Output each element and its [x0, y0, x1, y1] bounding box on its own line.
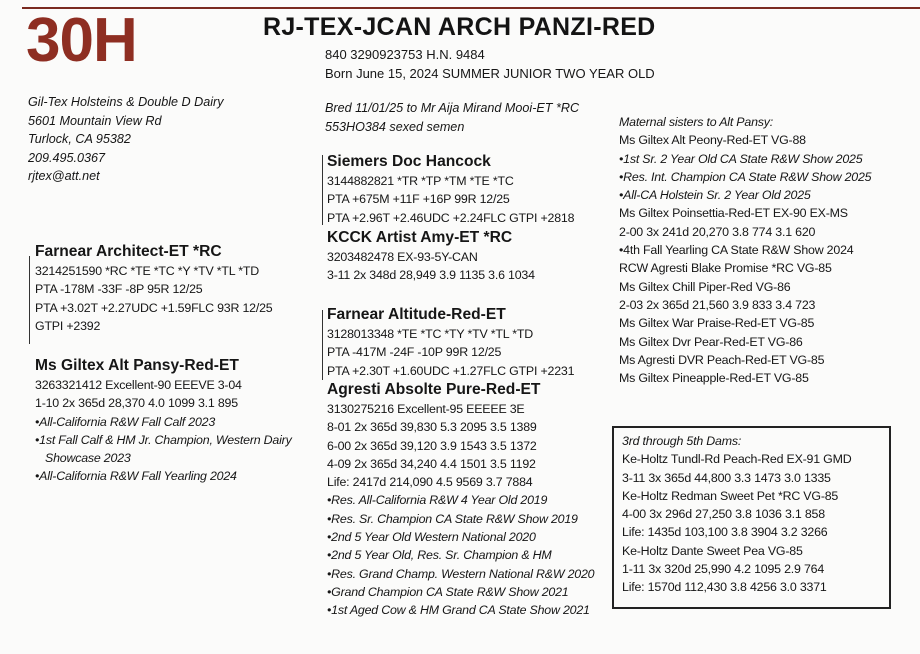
- maternal-line: Ms Giltex War Praise-Red-ET VG-85: [619, 316, 815, 331]
- dam-dam-line: 4-09 2x 365d 34,240 4.4 1501 3.5 1192: [327, 456, 536, 471]
- maternal-line: Ms Giltex Chill Piper-Red VG-86: [619, 279, 791, 294]
- maternal-line: Ms Agresti DVR Peach-Red-ET VG-85: [619, 352, 825, 367]
- sire-sire-block: [327, 152, 574, 227]
- maternal-line: •All-CA Holstein Sr. 2 Year Old 2025: [619, 188, 811, 203]
- dams-box-line: Life: 1435d 103,100 3.8 3904 3.2 3266: [622, 525, 828, 540]
- dam-sire-line: 3128013348 *TE *TC *TY *TV *TL *TD: [327, 327, 534, 341]
- breeding-block: [325, 99, 579, 136]
- lot-number: 30H: [26, 6, 137, 75]
- sire-line: GTPI +2392: [35, 318, 101, 333]
- dam-name: Ms Giltex Alt Pansy-Red-ET: [35, 357, 239, 374]
- semen-line: 553HO384 sexed semen: [325, 119, 465, 134]
- dam-dam-honor: •Res. Sr. Champion CA State R&W Show 2019: [327, 511, 578, 526]
- consignor-email[interactable]: rjtex@att.net: [28, 169, 100, 183]
- dams-box-line: 4-00 3x 296d 27,250 3.8 1036 3.1 858: [622, 507, 825, 522]
- dam-dam-honor: •2nd 5 Year Old Western National 2020: [327, 530, 536, 545]
- sire-name: Farnear Architect-ET *RC: [35, 243, 222, 260]
- maternal-sisters-block: [619, 113, 871, 387]
- dams-box-line: Ke-Holtz Tundl-Rd Peach-Red EX-91 GMD: [622, 452, 852, 467]
- dam-dam-line: 3130275216 Excellent-95 EEEEE 3E: [327, 402, 525, 416]
- dam-dam-honor: •Res. All-California R&W 4 Year Old 2019: [327, 493, 548, 508]
- maternal-line: RCW Agresti Blake Promise *RC VG-85: [619, 261, 832, 276]
- maternal-line: •Res. Int. Champion CA State R&W Show 2025: [619, 169, 872, 184]
- dam-sire-line: PTA +2.30T +1.60UDC +1.27FLC GTPI +2231: [327, 363, 575, 378]
- animal-name-title: RJ-TEX-JCAN ARCH PANZI-RED: [263, 13, 656, 41]
- sire-dam-block: [327, 228, 535, 285]
- dam-dam-line: 6-00 2x 365d 39,120 3.9 1543 3.5 1372: [327, 438, 537, 453]
- dams-box-heading: 3rd through 5th Dams:: [622, 434, 742, 448]
- dam-block: [35, 356, 292, 486]
- maternal-line: •1st Sr. 2 Year Old CA State R&W Show 2025: [619, 151, 863, 166]
- third-fifth-dams-box: [612, 426, 891, 609]
- sire-bracket: [29, 256, 30, 344]
- dam-line: 3263321412 Excellent-90 EEEVE 3-04: [35, 378, 242, 392]
- dam-dam-line: 8-01 2x 365d 39,830 5.3 2095 3.5 1389: [327, 420, 537, 435]
- sire-sire-line: PTA +2.96T +2.46UDC +2.24FLC GTPI +2818: [327, 210, 575, 225]
- consignor-address: 5601 Mountain View Rd: [28, 113, 162, 128]
- dam-honor: •All-California R&W Fall Calf 2023: [35, 414, 216, 429]
- sire-sire-line: 3144882821 *TR *TP *TM *TE *TC: [327, 174, 514, 188]
- dam-dam-honor: •2nd 5 Year Old, Res. Sr. Champion & HM: [327, 548, 552, 563]
- registration-line: 840 3290923753 H.N. 9484: [325, 47, 485, 62]
- dams-box-line: 3-11 3x 365d 44,800 3.3 1473 3.0 1335: [622, 470, 831, 485]
- dams-box-line: Ke-Holtz Dante Sweet Pea VG-85: [622, 543, 803, 558]
- maternal-line: Ms Giltex Pineapple-Red-ET VG-85: [619, 371, 809, 386]
- dams-box-line: Life: 1570d 112,430 3.8 4256 3.0 3371: [622, 580, 827, 595]
- sire-dam-name: KCCK Artist Amy-ET *RC: [327, 229, 513, 246]
- dam-honor: Showcase 2023: [45, 451, 131, 466]
- maternal-heading: Maternal sisters to Alt Pansy:: [619, 115, 773, 129]
- dam-dam-honor: •1st Aged Cow & HM Grand CA State Show 2021: [327, 603, 590, 618]
- dams-box-line: 1-11 3x 320d 25,990 4.2 1095 2.9 764: [622, 562, 825, 577]
- maternal-line: 2-03 2x 365d 21,560 3.9 833 3.4 723: [619, 297, 816, 312]
- maternal-line: 2-00 3x 241d 20,270 3.8 774 3.1 620: [619, 224, 816, 239]
- sire-sire-bracket: [322, 155, 323, 225]
- dam-dam-block: [327, 380, 594, 620]
- bred-to-line: Bred 11/01/25 to Mr Aija Mirand Mooi-ET *RC: [325, 101, 580, 115]
- sire-line: 3214251590 *RC *TE *TC *Y *TV *TL *TD: [35, 264, 259, 278]
- dam-line: 1-10 2x 365d 28,370 4.0 1099 3.1 895: [35, 396, 238, 411]
- sire-sire-name: Siemers Doc Hancock: [327, 153, 491, 170]
- dam-sire-line: PTA -417M -24F -10P 99R 12/25: [327, 345, 502, 360]
- dam-sire-name: Farnear Altitude-Red-ET: [327, 306, 506, 323]
- header-rule: [22, 7, 920, 9]
- dams-box-content: [622, 432, 852, 597]
- consignor-name: Gil-Tex Holsteins & Double D Dairy: [28, 95, 224, 109]
- maternal-line: Ms Giltex Dvr Pear-Red-ET VG-86: [619, 334, 803, 349]
- dam-dam-name: Agresti Absolte Pure-Red-ET: [327, 381, 541, 398]
- sire-dam-line: 3-11 2x 348d 28,949 3.9 1135 3.6 1034: [327, 268, 535, 283]
- dam-sire-bracket: [322, 310, 323, 380]
- consignor-block: [28, 93, 224, 186]
- maternal-line: •4th Fall Yearling CA State R&W Show 2024: [619, 243, 854, 258]
- sire-dam-line: 3203482478 EX-93-5Y-CAN: [327, 250, 478, 264]
- dam-sire-block: [327, 305, 574, 380]
- dam-dam-honor: •Grand Champion CA State R&W Show 2021: [327, 584, 569, 599]
- sire-block: [35, 242, 273, 335]
- maternal-line: Ms Giltex Poinsettia-Red-ET EX-90 EX-MS: [619, 206, 848, 221]
- dam-dam-honor: •Res. Grand Champ. Western National R&W 2020: [327, 566, 595, 581]
- maternal-line: Ms Giltex Alt Peony-Red-ET VG-88: [619, 133, 806, 148]
- sire-line: PTA -178M -33F -8P 95R 12/25: [35, 282, 203, 297]
- sire-sire-line: PTA +675M +11F +16P 99R 12/25: [327, 192, 510, 207]
- dam-dam-line: Life: 2417d 214,090 4.5 9569 3.7 7884: [327, 475, 533, 490]
- consignor-phone: 209.495.0367: [28, 150, 106, 165]
- dam-honor: •1st Fall Calf & HM Jr. Champion, Western Dairy: [35, 432, 292, 447]
- dams-box-line: Ke-Holtz Redman Sweet Pet *RC VG-85: [622, 488, 839, 503]
- consignor-city: Turlock, CA 95382: [28, 132, 131, 146]
- dam-honor: •All-California R&W Fall Yearling 2024: [35, 469, 237, 484]
- birth-date-line: Born June 15, 2024 SUMMER JUNIOR TWO YEAR OLD: [325, 66, 655, 81]
- sire-line: PTA +3.02T +2.27UDC +1.59FLC 93R 12/25: [35, 300, 273, 315]
